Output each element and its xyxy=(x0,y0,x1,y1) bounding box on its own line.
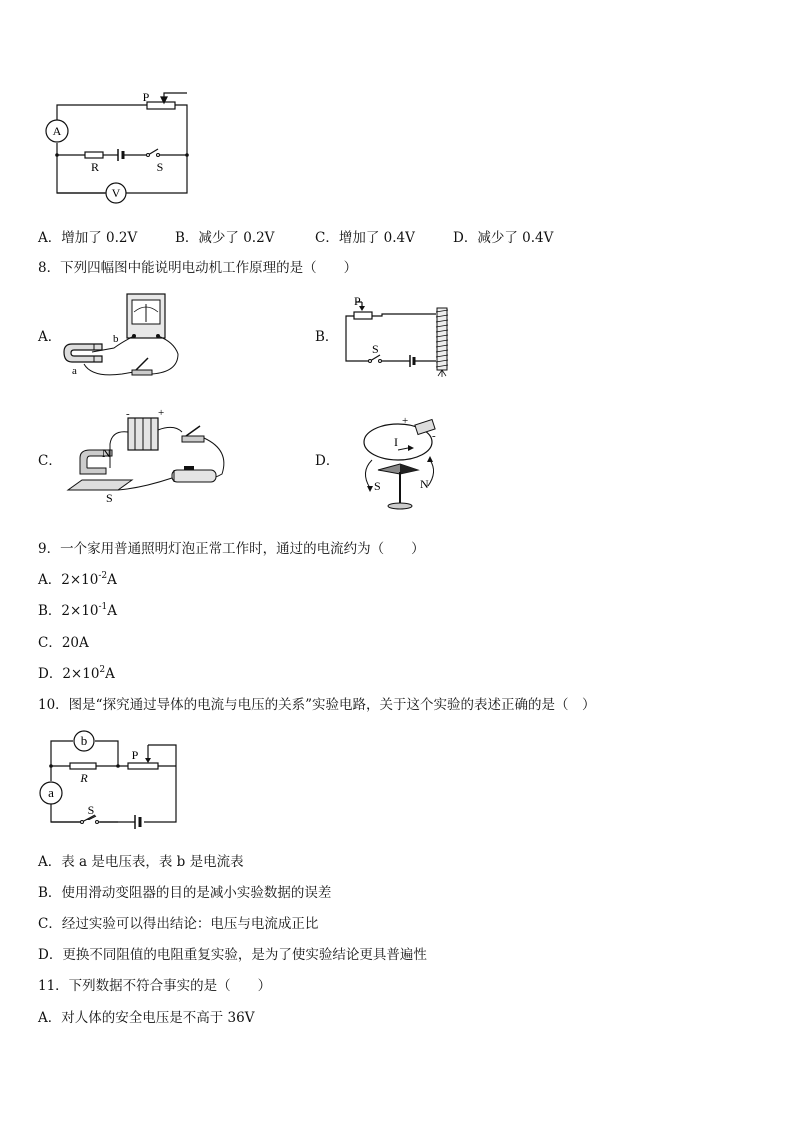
q7-label-a: A xyxy=(52,124,62,138)
q7-circuit-diagram xyxy=(40,85,200,210)
q10-option-c[interactable]: C．经过实验可以得出结论：电压与电流成正比 xyxy=(38,916,319,932)
q8c-label-n: N xyxy=(102,446,111,460)
q8d-label-s: S xyxy=(374,479,381,493)
q9-option-c[interactable]: C．20A xyxy=(38,635,89,651)
q7-option-b[interactable]: B．减少了 0.2V xyxy=(175,230,275,246)
q7-option-d[interactable]: D．减少了 0.4V xyxy=(453,230,554,246)
q8d-label-n: N xyxy=(420,477,429,491)
q8-option-d-label[interactable]: D． xyxy=(315,453,340,469)
q9-option-d[interactable]: D．$2\times 10^2A$ xyxy=(38,665,115,682)
q9-option-b[interactable]: B．$2\times 10^{-1}A$ xyxy=(38,602,118,619)
q8-option-b-label[interactable]: B． xyxy=(315,329,339,345)
q9-stem: 9．一个家用普通照明灯泡正常工作时，通过的电流约为（ ） xyxy=(38,541,425,557)
q10-label-b: b xyxy=(80,733,88,748)
q8-figure-b xyxy=(340,294,465,379)
q10-option-a[interactable]: A．表 a 是电压表，表 b 是电流表 xyxy=(38,854,244,870)
q8c-label-minus: - xyxy=(126,408,130,420)
q11-option-a[interactable]: A．对人体的安全电压是不高于 36V xyxy=(38,1010,255,1026)
q8c-label-plus: + xyxy=(158,408,165,419)
q7-label-p: P xyxy=(142,90,150,104)
q8b-label-p: P xyxy=(354,294,361,308)
q7-option-a[interactable]: A．增加了 0.2V xyxy=(38,230,138,246)
q8-figure-d xyxy=(358,408,458,518)
q8d-label-minus: - xyxy=(432,430,436,442)
q8a-label-b: b xyxy=(113,333,119,345)
q8-stem: 8．下列四幅图中能说明电动机工作原理的是（ ） xyxy=(38,260,358,276)
q8c-label-s: S xyxy=(106,491,113,505)
q8-option-a-label[interactable]: A． xyxy=(38,329,62,345)
q10-circuit-diagram xyxy=(38,728,188,830)
q11-stem: 11．下列数据不符合事实的是（ ） xyxy=(38,978,272,994)
q8-option-c-label[interactable]: C． xyxy=(38,453,62,469)
q8d-label-plus: + xyxy=(402,415,409,427)
q10-label-a: a xyxy=(48,785,54,800)
q7-label-s: S xyxy=(156,160,164,174)
q8-figure-a xyxy=(62,292,187,387)
q10-label-r: R xyxy=(80,771,88,785)
q8b-label-s: S xyxy=(372,342,379,356)
q7-label-r: R xyxy=(90,160,100,174)
q7-label-v: V xyxy=(111,186,121,200)
q10-label-s: S xyxy=(87,803,95,817)
q10-option-d[interactable]: D．更换不同阻值的电阻重复实验，是为了使实验结论更具普遍性 xyxy=(38,947,427,963)
q10-label-p: P xyxy=(131,748,139,762)
q10-stem: 10．图是“探究通过导体的电流与电压的关系”实验电路，关于这个实验的表述正确的是（ ） xyxy=(38,697,596,713)
q8-figure-c xyxy=(62,408,232,508)
q8d-label-i: I xyxy=(394,435,398,449)
q8a-label-a: a xyxy=(72,365,77,377)
q10-option-b[interactable]: B．使用滑动变阻器的目的是减小实验数据的误差 xyxy=(38,885,332,901)
q7-option-c[interactable]: C．增加了 0.4V xyxy=(315,230,415,246)
q9-option-a[interactable]: A．$2\times 10^{-2}A$ xyxy=(38,571,117,588)
